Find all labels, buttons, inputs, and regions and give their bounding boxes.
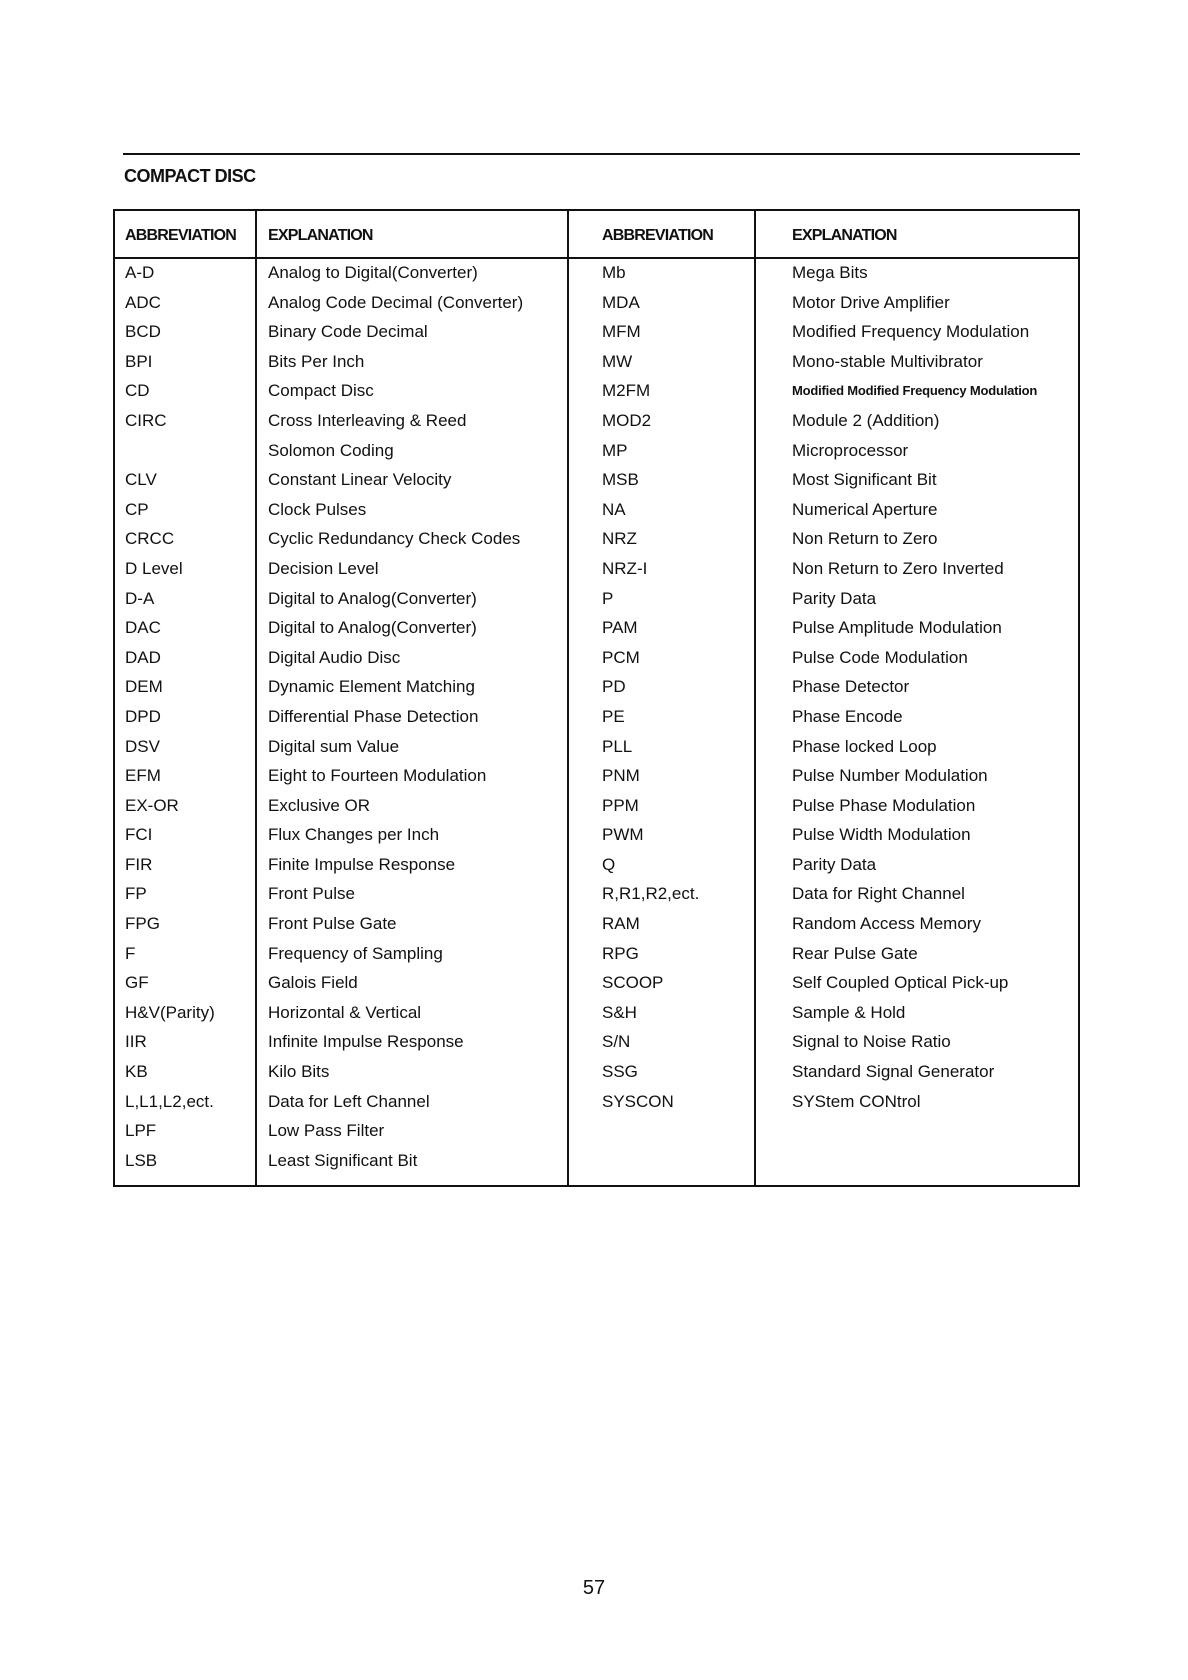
abbr-right-row: R,R1,R2,ect.	[602, 884, 700, 904]
expl-right-row: Signal to Noise Ratio	[792, 1032, 951, 1052]
abbr-right-row: PE	[602, 706, 625, 726]
expl-left-row: Data for Left Channel	[268, 1091, 430, 1111]
abbr-right-row: RAM	[602, 914, 640, 934]
expl-right-row: Self Coupled Optical Pick-up	[792, 973, 1009, 993]
expl-left-row: Exclusive OR	[268, 795, 371, 815]
expl-left-row: Differential Phase Detection	[268, 706, 479, 726]
expl-right-row: Modified Modified Frequency Modulation	[792, 383, 1038, 399]
abbr-left-row: D Level	[125, 558, 183, 578]
abbr-left-row: CD	[125, 381, 150, 401]
abbr-right-row: S/N	[602, 1032, 631, 1052]
abbr-left-row: CIRC	[125, 410, 167, 430]
abbr-left-row	[125, 436, 215, 466]
column-divider-1	[255, 211, 257, 1185]
expl-right-row: Parity Data	[792, 588, 877, 608]
abbr-left-row: LPF	[125, 1121, 157, 1141]
abbr-right-row: PLL	[602, 736, 633, 756]
abbr-left-row: CP	[125, 499, 149, 519]
expl-right-row: Pulse Amplitude Modulation	[792, 618, 1002, 638]
page-number: 57	[582, 1577, 606, 1599]
abbr-right-row: PNM	[602, 766, 640, 786]
expl-left-row: Galois Field	[268, 973, 358, 993]
abbr-right-row: PWM	[602, 825, 644, 845]
abbr-left-row: L,L1,L2,ect.	[125, 1091, 214, 1111]
expl-left-row: Eight to Fourteen Modulation	[268, 766, 487, 786]
section-title: COMPACT DISC	[124, 166, 256, 186]
expl-left-row: Analog Code Decimal (Converter)	[268, 292, 524, 312]
expl-left-row: Flux Changes per Inch	[268, 825, 440, 845]
expl-right-row: Pulse Code Modulation	[792, 647, 968, 667]
abbr-left-row: DEM	[125, 677, 163, 697]
expl-left-row: Infinite Impulse Response	[268, 1032, 464, 1052]
abbr-right-row: SYSCON	[602, 1091, 674, 1111]
expl-right-row: Rear Pulse Gate	[792, 943, 918, 963]
abbr-left-row: FPG	[125, 914, 160, 934]
header-abbreviation-right: ABBREVIATION	[602, 227, 713, 244]
left-explanation-column	[268, 258, 523, 1175]
abbr-right-row: MW	[602, 351, 633, 371]
abbr-right-row: NRZ-I	[602, 558, 648, 578]
expl-right-row: Mega Bits	[792, 263, 868, 282]
abbr-left-row: BPI	[125, 351, 153, 371]
expl-left-row: Front Pulse	[268, 884, 355, 904]
abbr-left-row: ADC	[125, 292, 161, 312]
expl-right-row: Module 2 (Addition)	[792, 410, 940, 430]
abbr-right-row: Mb	[602, 263, 626, 282]
expl-left-row: Bits Per Inch	[268, 351, 365, 371]
expl-right-row: Modified Frequency Modulation	[792, 322, 1030, 342]
abbr-right-row: MSB	[602, 470, 639, 490]
abbr-right-row: Q	[602, 854, 616, 874]
abbr-left-row: DAD	[125, 647, 161, 667]
expl-right-row: Pulse Number Modulation	[792, 766, 988, 786]
expl-right-row: Sample & Hold	[792, 1002, 906, 1022]
expl-left-row: Digital to Analog(Converter)	[268, 618, 477, 638]
expl-left-row: Analog to Digital(Converter)	[268, 263, 478, 282]
abbr-right-row: S&H	[602, 1002, 637, 1022]
abbr-left-row: F	[125, 943, 136, 963]
expl-right-row: Non Return to Zero	[792, 529, 938, 549]
expl-left-row: Dynamic Element Matching	[268, 677, 475, 697]
expl-right-row: Motor Drive Amplifier	[792, 292, 950, 312]
abbr-left-row: EX-OR	[125, 795, 179, 815]
expl-right-row: Most Significant Bit	[792, 470, 937, 490]
header-explanation-left: EXPLANATION	[268, 227, 373, 244]
abbr-right-row: MFM	[602, 322, 641, 342]
expl-left-row: Least Significant Bit	[268, 1150, 418, 1170]
expl-left-row: Horizontal & Vertical	[268, 1002, 422, 1022]
expl-right-row: Phase Encode	[792, 706, 903, 726]
expl-left-row: Cyclic Redundancy Check Codes	[268, 529, 521, 549]
abbr-left-row: FIR	[125, 854, 153, 874]
abbr-right-row: PD	[602, 677, 626, 697]
abbr-right-row: PCM	[602, 647, 640, 667]
column-divider-2	[567, 211, 569, 1185]
abbr-left-row: CRCC	[125, 529, 175, 549]
expl-right-row: Random Access Memory	[792, 914, 981, 934]
abbr-left-row: BCD	[125, 322, 161, 342]
expl-right-row: Phase locked Loop	[792, 736, 937, 756]
abbr-left-row: H&V(Parity)	[125, 1002, 215, 1022]
expl-right-row: Phase Detector	[792, 677, 910, 697]
expl-right-row: SYStem CONtrol	[792, 1091, 921, 1111]
expl-right-row: Pulse Width Modulation	[792, 825, 971, 845]
expl-left-row: Low Pass Filter	[268, 1121, 385, 1141]
expl-left-row: Solomon Coding	[268, 440, 394, 460]
abbr-left-row: LSB	[125, 1150, 158, 1170]
expl-right-row: Microprocessor	[792, 440, 909, 460]
table-header-row	[115, 211, 1078, 259]
expl-left-row: Digital Audio Disc	[268, 647, 401, 667]
expl-left-row: Digital sum Value	[268, 736, 400, 756]
expl-left-row: Cross Interleaving & Reed	[268, 410, 467, 430]
expl-left-row: Compact Disc	[268, 381, 374, 401]
expl-right-row: Data for Right Channel	[792, 884, 965, 904]
abbr-right-row: SSG	[602, 1062, 638, 1082]
abbr-left-row: D-A	[125, 588, 155, 608]
abbr-left-row: IIR	[125, 1032, 147, 1052]
abbreviation-table	[113, 209, 1080, 1187]
header-explanation-right: EXPLANATION	[792, 227, 897, 244]
abbr-left-row: DPD	[125, 706, 161, 726]
expl-right-row: Pulse Phase Modulation	[792, 795, 976, 815]
abbr-right-row: MDA	[602, 292, 640, 312]
expl-right-row: Non Return to Zero Inverted	[792, 558, 1004, 578]
abbr-right-row: M2FM	[602, 381, 651, 401]
expl-left-row: Digital to Analog(Converter)	[268, 588, 477, 608]
abbr-left-row: CLV	[125, 470, 157, 490]
abbr-right-row: NA	[602, 499, 626, 519]
left-abbreviation-column	[125, 258, 215, 1175]
abbr-left-row: GF	[125, 973, 149, 993]
abbr-right-row: P	[602, 588, 614, 608]
abbr-right-row: SCOOP	[602, 973, 664, 993]
abbr-right-row: RPG	[602, 943, 639, 963]
right-explanation-column	[792, 258, 1037, 1116]
expl-right-row: Standard Signal Generator	[792, 1062, 995, 1082]
expl-left-row: Front Pulse Gate	[268, 914, 397, 934]
abbr-left-row: A-D	[125, 263, 155, 282]
abbr-right-row: PAM	[602, 618, 638, 638]
expl-left-row: Finite Impulse Response	[268, 854, 456, 874]
abbr-right-row: NRZ	[602, 529, 637, 549]
abbr-left-row: DSV	[125, 736, 160, 756]
abbr-left-row: EFM	[125, 766, 161, 786]
expl-left-row: Clock Pulses	[268, 499, 367, 519]
abbr-right-row: MOD2	[602, 410, 652, 430]
abbr-left-row: FCI	[125, 825, 153, 845]
expl-left-row: Binary Code Decimal	[268, 322, 428, 342]
expl-left-row: Decision Level	[268, 558, 379, 578]
header-abbreviation-left: ABBREVIATION	[125, 227, 236, 244]
abbr-left-row: DAC	[125, 618, 161, 638]
abbr-right-row: PPM	[602, 795, 639, 815]
expl-right-row: Parity Data	[792, 854, 877, 874]
abbr-right-row: MP	[602, 440, 628, 460]
abbr-left-row: KB	[125, 1062, 148, 1082]
column-divider-3	[754, 211, 756, 1185]
expl-left-row: Constant Linear Velocity	[268, 470, 452, 490]
right-abbreviation-column	[602, 258, 699, 1116]
expl-left-row: Frequency of Sampling	[268, 943, 443, 963]
expl-right-row: Numerical Aperture	[792, 499, 938, 519]
expl-left-row: Kilo Bits	[268, 1062, 330, 1082]
top-rule	[123, 153, 1080, 155]
expl-right-row: Mono-stable Multivibrator	[792, 351, 983, 371]
abbr-left-row: FP	[125, 884, 147, 904]
